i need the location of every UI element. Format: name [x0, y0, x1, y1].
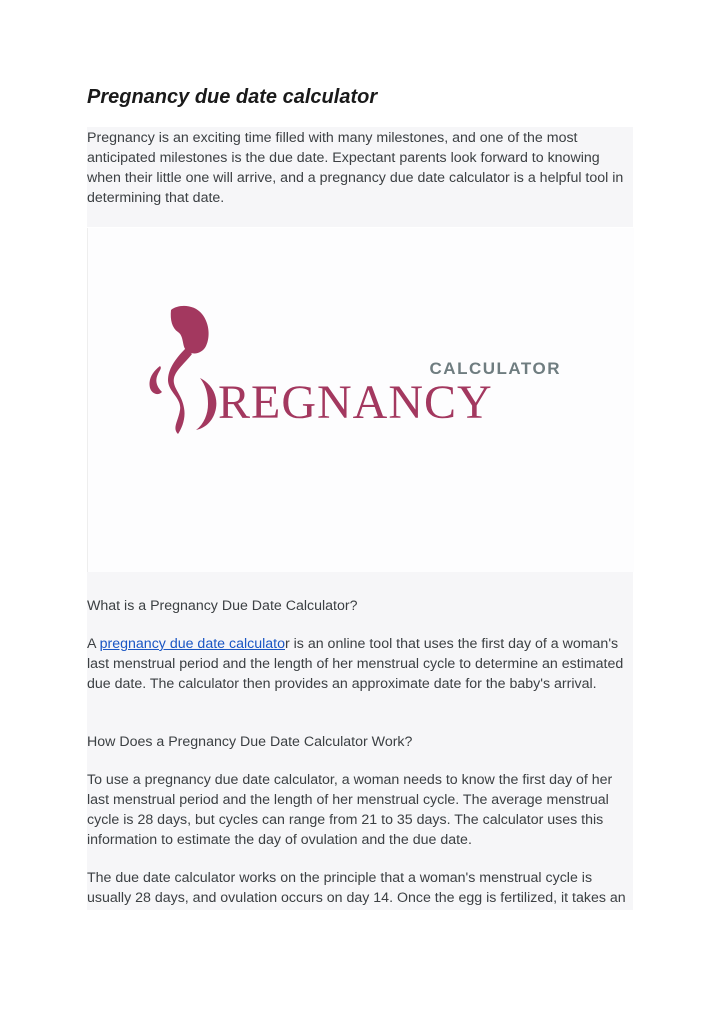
heading-how-it-works: How Does a Pregnancy Due Date Calculator Work?	[87, 734, 413, 750]
pregnancy-calculator-link[interactable]: pregnancy due date calculato	[99, 636, 285, 652]
pregnancy-silhouette-icon	[88, 228, 634, 572]
pregnancy-calculator-logo-image	[87, 228, 634, 572]
heading-what-is: What is a Pregnancy Due Date Calculator?	[87, 598, 358, 614]
paragraph-how-it-works: To use a pregnancy due date calculator, a woman needs to know the first day of her last menstrual period and the length of her menstrual cycle. The average menstrual cycle is 28 days, but cycles can range from 21 to 35 days. The calculator uses this information to estimate the day of ovulation and the due date.	[87, 772, 613, 848]
para-what-prefix: A	[87, 636, 100, 652]
logo-regnancy-text: REGNANCY	[218, 376, 493, 429]
paragraph-what-is	[87, 634, 635, 694]
logo-calculator-text: CALCULATOR	[429, 359, 561, 378]
para-what-suffix: r is an online tool that uses the first day of a woman's last menstrual period and the length of her menstrual cycle to determine an estimated due date. The calculator then provides an approximate date for the baby's arrival.	[87, 636, 624, 692]
paragraph-principle: The due date calculator works on the principle that a woman's menstrual cycle is usually 28 days, and ovulation occurs on day 14. Once the egg is fertilized, it takes an	[87, 870, 626, 906]
intro-paragraph: Pregnancy is an exciting time filled with many milestones, and one of the most anticipated milestones is the due date. Expectant parents look forward to knowing when their little one will arrive, and a pregnancy due date calculator is a helpful tool in determining that date.	[87, 130, 624, 206]
page-title: Pregnancy due date calculator	[87, 86, 378, 108]
